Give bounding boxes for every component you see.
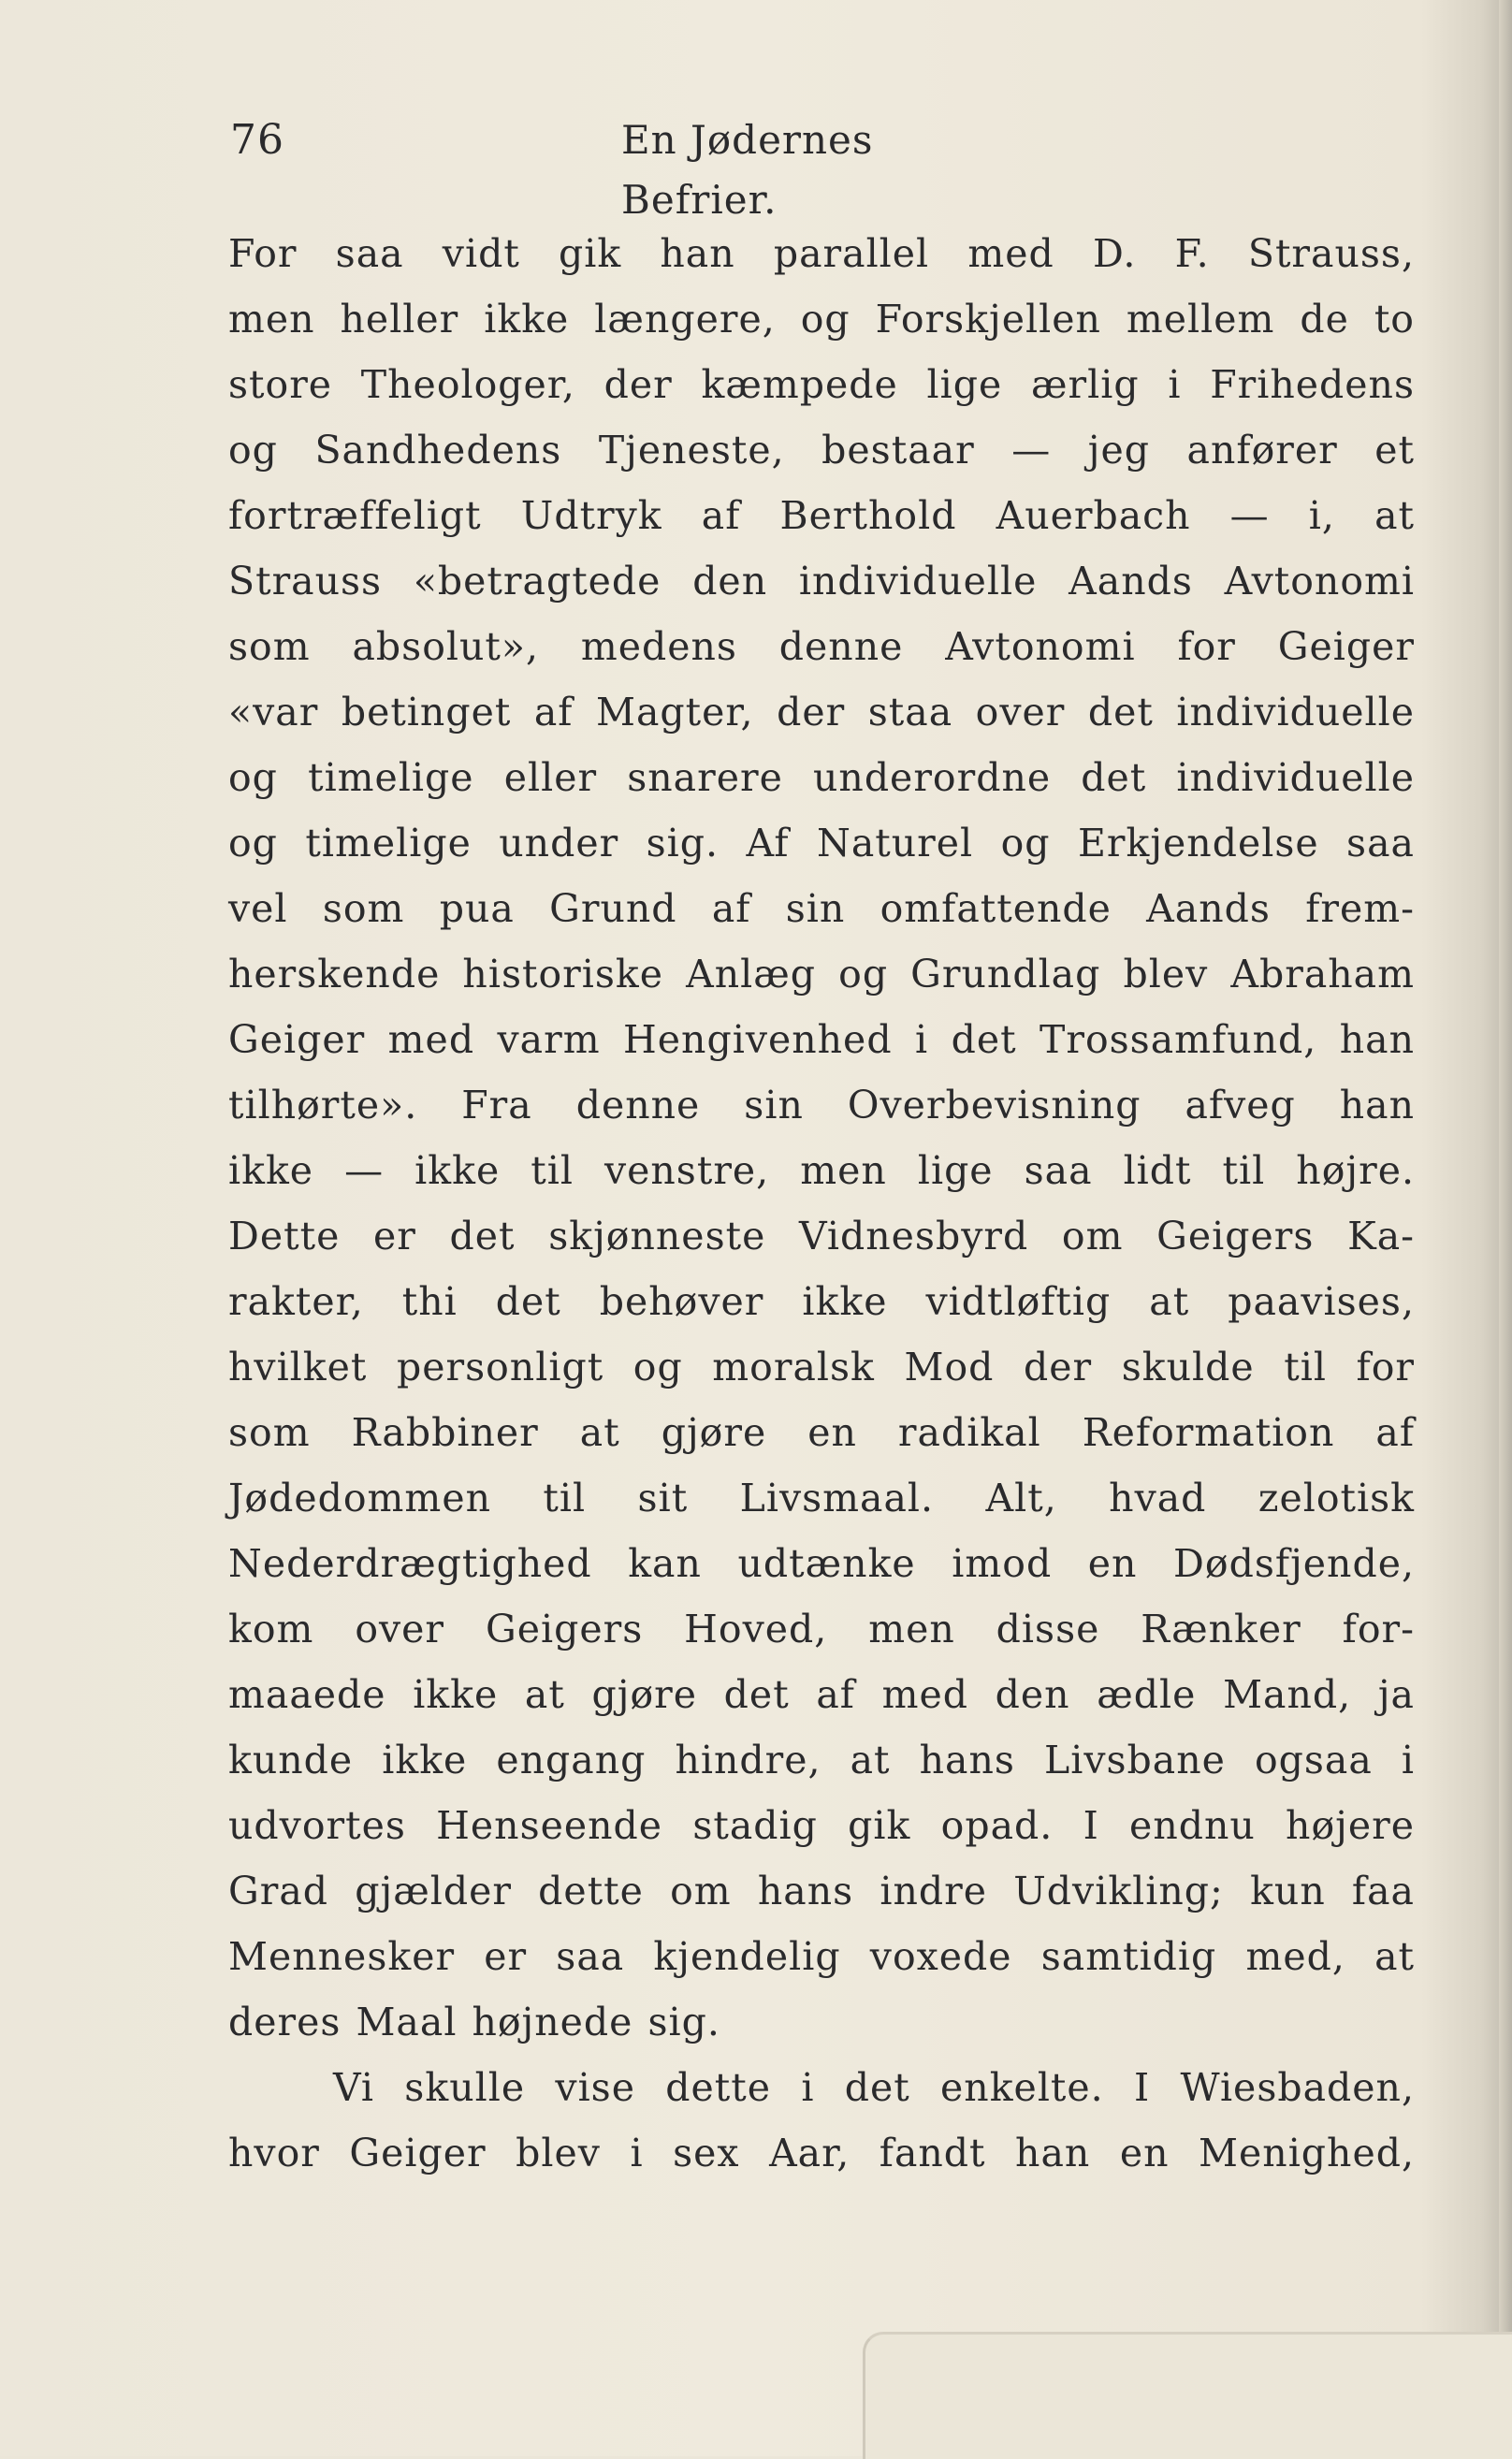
text-line: kunde ikke engang hindre, at hans Livsbane ogsaa i <box>228 1738 1415 1782</box>
running-header <box>230 110 1025 223</box>
text-line: deres Maal højnede sig. <box>228 2000 720 2044</box>
text-line: kom over Geigers Hoved, men disse Rænker for- <box>228 1607 1415 1651</box>
text-line: og timelige eller snarere underordne det individuelle <box>228 755 1415 800</box>
text-line: store Theologer, der kæmpede lige ærlig i Frihedens <box>228 362 1415 407</box>
text-line: udvortes Henseende stadig gik opad. I endnu højere <box>228 1803 1415 1848</box>
text-line: hvilket personligt og moralsk Mod der skulde til for <box>228 1345 1415 1390</box>
text-line: Nederdrægtighed kan udtænke imod en Dødsfjende, <box>228 1541 1415 1586</box>
text-line: fortræffeligt Udtryk af Berthold Auerbach — i, at <box>228 493 1415 538</box>
text-line: Jødedommen til sit Livsmaal. Alt, hvad zelotisk <box>228 1476 1415 1521</box>
text-line: Strauss «betragtede den individuelle Aands Avtonomi <box>228 559 1415 604</box>
text-line: og Sandhedens Tjeneste, bestaar — jeg anfører et <box>228 428 1415 473</box>
text-line: Grad gjælder dette om hans indre Udvikling; kun faa <box>228 1869 1415 1913</box>
text-line: som absolut», medens denne Avtonomi for Geiger <box>228 624 1415 669</box>
text-line: For saa vidt gik han parallel med D. F. Strauss, <box>228 231 1415 276</box>
page-corner-stamp <box>863 2332 1512 2459</box>
text-line: maaede ikke at gjøre det af med den ædle Mand, ja <box>228 1672 1415 1717</box>
text-line: tilhørte». Fra denne sin Overbevisning afveg han <box>228 1083 1415 1128</box>
text-line: men heller ikke længere, og Forskjellen mellem de to <box>228 297 1415 342</box>
text-line: «var betinget af Magter, der staa over det individuelle <box>228 690 1415 735</box>
text-line: rakter, thi det behøver ikke vidtløftig at paavises, <box>228 1279 1415 1324</box>
text-line: Dette er det skjønneste Vidnesbyrd om Geigers Ka- <box>228 1214 1415 1259</box>
text-line: vel som pua Grund af sin omfattende Aands frem- <box>228 886 1415 931</box>
text-line: herskende historiske Anlæg og Grundlag blev Abraham <box>228 952 1415 997</box>
text-line: Vi skulle vise dette i det enkelte. I Wiesbaden, <box>333 2065 1415 2110</box>
text-line: ikke — ikke til venstre, men lige saa lidt til højre. <box>228 1148 1415 1193</box>
text-line: som Rabbiner at gjøre en radikal Reformation af <box>228 1410 1415 1455</box>
body-text <box>228 221 1415 2186</box>
page-number: 76 <box>230 116 284 164</box>
text-line: Mennesker er saa kjendelig voxede samtidig med, at <box>228 1934 1415 1979</box>
page-edge <box>1499 0 1512 2456</box>
text-line: hvor Geiger blev i sex Aar, fandt han en Menighed, <box>228 2131 1415 2175</box>
running-title: En Jødernes Befrier. <box>621 117 874 223</box>
text-line: og timelige under sig. Af Naturel og Erkjendelse saa <box>228 821 1415 866</box>
text-line: Geiger med varm Hengivenhed i det Trossamfund, han <box>228 1017 1415 1062</box>
